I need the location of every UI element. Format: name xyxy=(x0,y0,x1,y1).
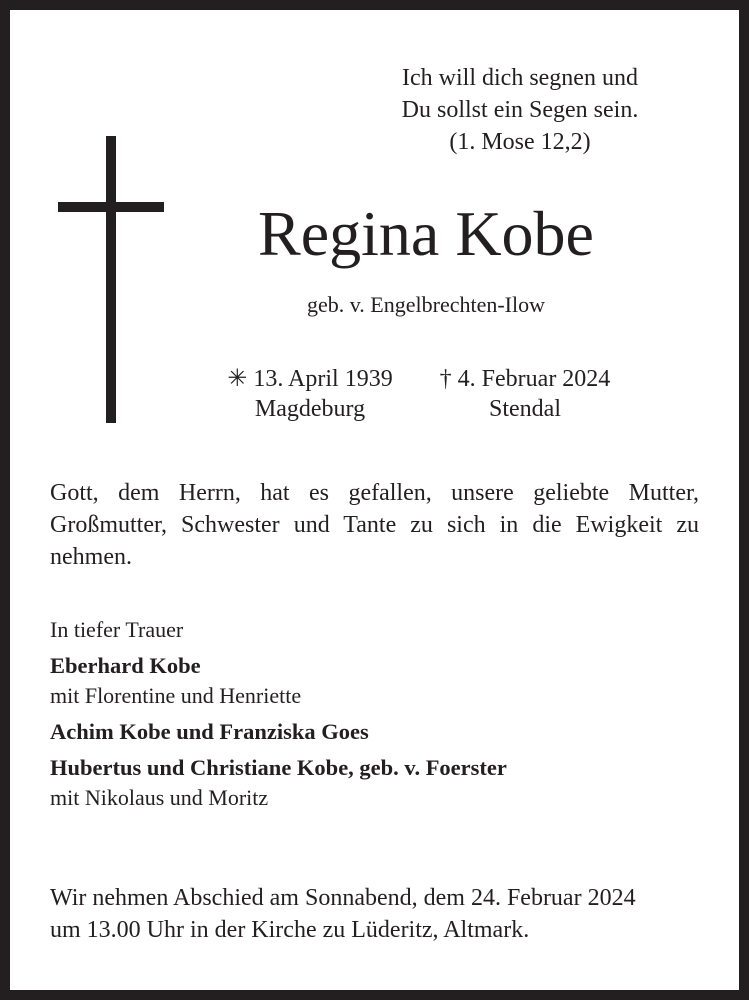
cross-vertical-bar xyxy=(106,136,116,423)
funeral-line: um 13.00 Uhr in der Kirche zu Lüderitz, Altmark. xyxy=(50,917,530,943)
mourners-intro: In tiefer Trauer xyxy=(50,617,184,642)
cross-horizontal-bar xyxy=(58,202,164,212)
death-date: 4. Februar 2024 xyxy=(457,366,611,392)
mourner-name: Hubertus und Christiane Kobe, geb. v. Foerster xyxy=(50,755,507,780)
death-dagger-icon: † xyxy=(439,366,452,392)
mourner-with: mit Nikolaus und Moritz xyxy=(50,785,269,810)
verse-line: Ich will dich segnen und xyxy=(402,65,638,91)
maiden-name: geb. v. Engelbrechten-Ilow xyxy=(306,292,546,317)
death-info xyxy=(420,364,630,424)
deceased-name: Regina Kobe xyxy=(258,198,594,269)
birth-info xyxy=(205,364,415,424)
funeral-line: Wir nehmen Abschied am Sonnabend, dem 24. Februar 2024 xyxy=(50,885,636,911)
announcement-text: Gott, dem Herrn, hat es gefallen, unsere geliebte Mutter, Großmutter, Schwester und Tante zu sich in die Ewigkeit zu nehmen. xyxy=(50,480,699,570)
obituary-notice xyxy=(10,10,739,990)
verse-reference: (1. Mose 12,2) xyxy=(449,129,591,155)
mourners-list xyxy=(50,615,710,813)
birth-date: 13. April 1939 xyxy=(253,366,393,392)
funeral-info xyxy=(50,882,720,946)
bible-verse xyxy=(310,62,730,158)
death-place: Stendal xyxy=(489,396,561,422)
mourner-name: Achim Kobe und Franziska Goes xyxy=(50,719,369,744)
birth-place: Magdeburg xyxy=(254,396,366,422)
mourner-with: mit Florentine und Henriette xyxy=(50,683,302,708)
birth-star-icon: ✳ xyxy=(227,366,248,392)
mourner-name: Eberhard Kobe xyxy=(50,653,201,678)
verse-line: Du sollst ein Segen sein. xyxy=(401,97,639,123)
